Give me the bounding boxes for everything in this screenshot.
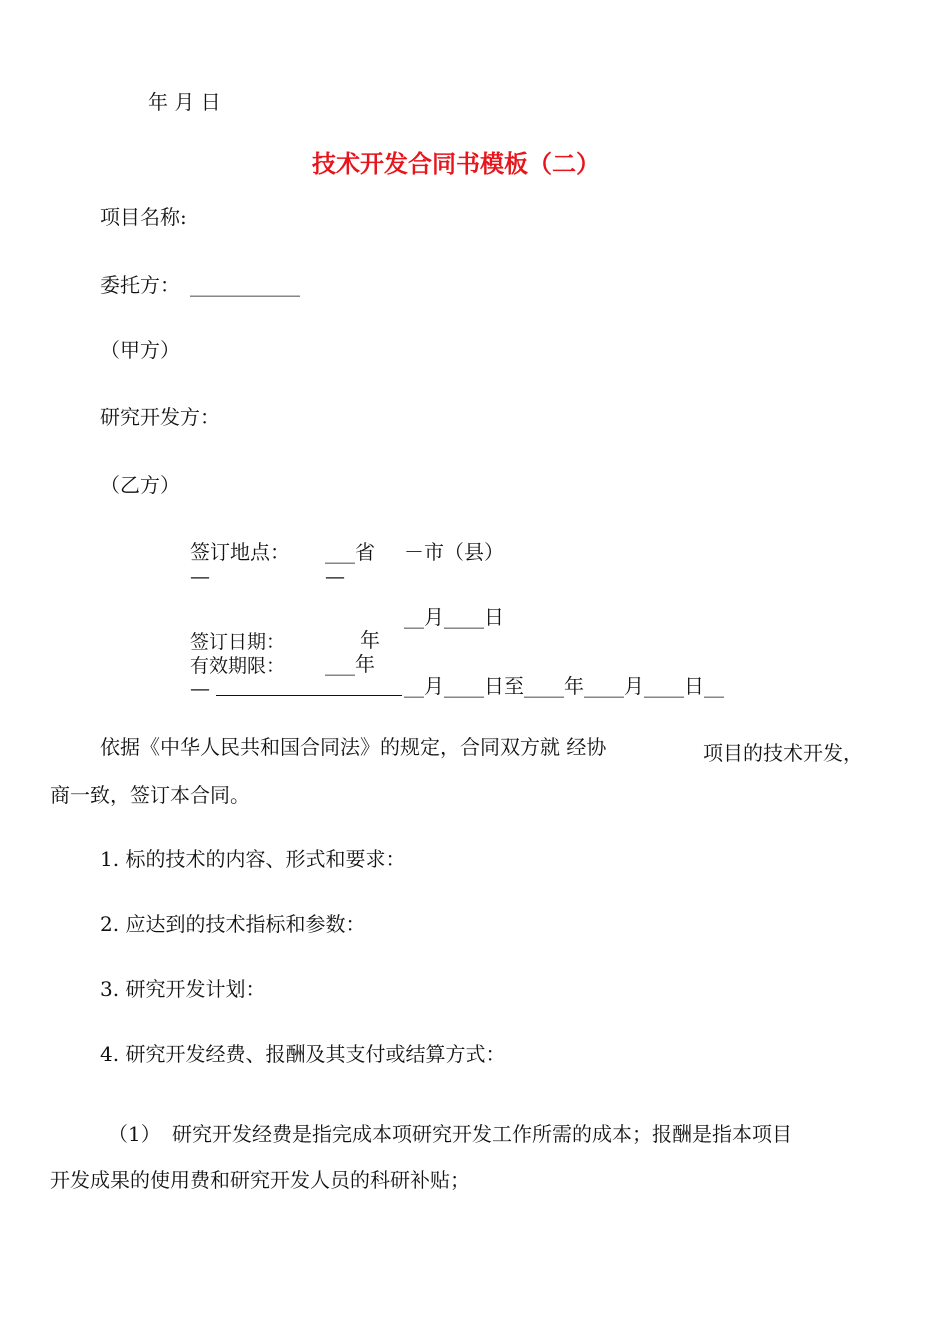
sub-clause-1-line-2: 开发成果的使用费和研究开发人员的科研补贴； (50, 1168, 470, 1192)
signing-place-city: －市（县） (404, 540, 504, 564)
signing-date-label: 签订日期： (190, 631, 286, 653)
sub-clause-1-line-1: 研究开发经费是指完成本项研究开发工作所需的成本；报酬是指本项目 (172, 1122, 792, 1146)
party-a-label: （甲方） (100, 338, 180, 362)
intro-line-2: 商一致，签订本合同。 (50, 783, 250, 807)
signing-place-label: 签订地点： (190, 540, 290, 564)
client-blank: ___________ (190, 273, 300, 297)
signing-place-dash-1: — (190, 564, 210, 588)
signing-place-dash-2: — (325, 564, 345, 588)
clause-2: 2. 应达到的技术指标和参数： (100, 912, 366, 936)
developer-label: 研究开发方： (100, 405, 220, 429)
term-label: 有效期限： (190, 655, 286, 677)
signing-date-month-day: __月____日 (404, 605, 504, 629)
clause-3: 3. 研究开发计划： (100, 977, 266, 1001)
signing-date-year: 年 (360, 628, 380, 652)
clause-1: 1. 标的技术的内容、形式和要求： (100, 847, 406, 871)
intro-line-1: 依据《中华人民共和国合同法》的规定，合同双方就 经协 (100, 735, 607, 759)
term-year: ___年 (325, 652, 375, 676)
term-dash: — (190, 676, 210, 700)
party-b-label: （乙方） (100, 473, 180, 497)
sub-clause-1-label: （1） (108, 1122, 161, 1146)
term-underline (216, 695, 402, 696)
document-title: 技术开发合同书模板（二） (312, 149, 600, 178)
header-date: 年 月 日 (148, 90, 221, 114)
client-label: 委托方： (100, 273, 180, 297)
term-dates: __月____日至____年____月____日__ (404, 674, 724, 698)
clause-4: 4. 研究开发经费、报酬及其支付或结算方式： (100, 1042, 506, 1066)
project-name-label: 项目名称: (100, 205, 187, 229)
signing-place-province: ___省 (325, 540, 375, 564)
intro-project-text: 项目的技术开发， (703, 741, 863, 765)
